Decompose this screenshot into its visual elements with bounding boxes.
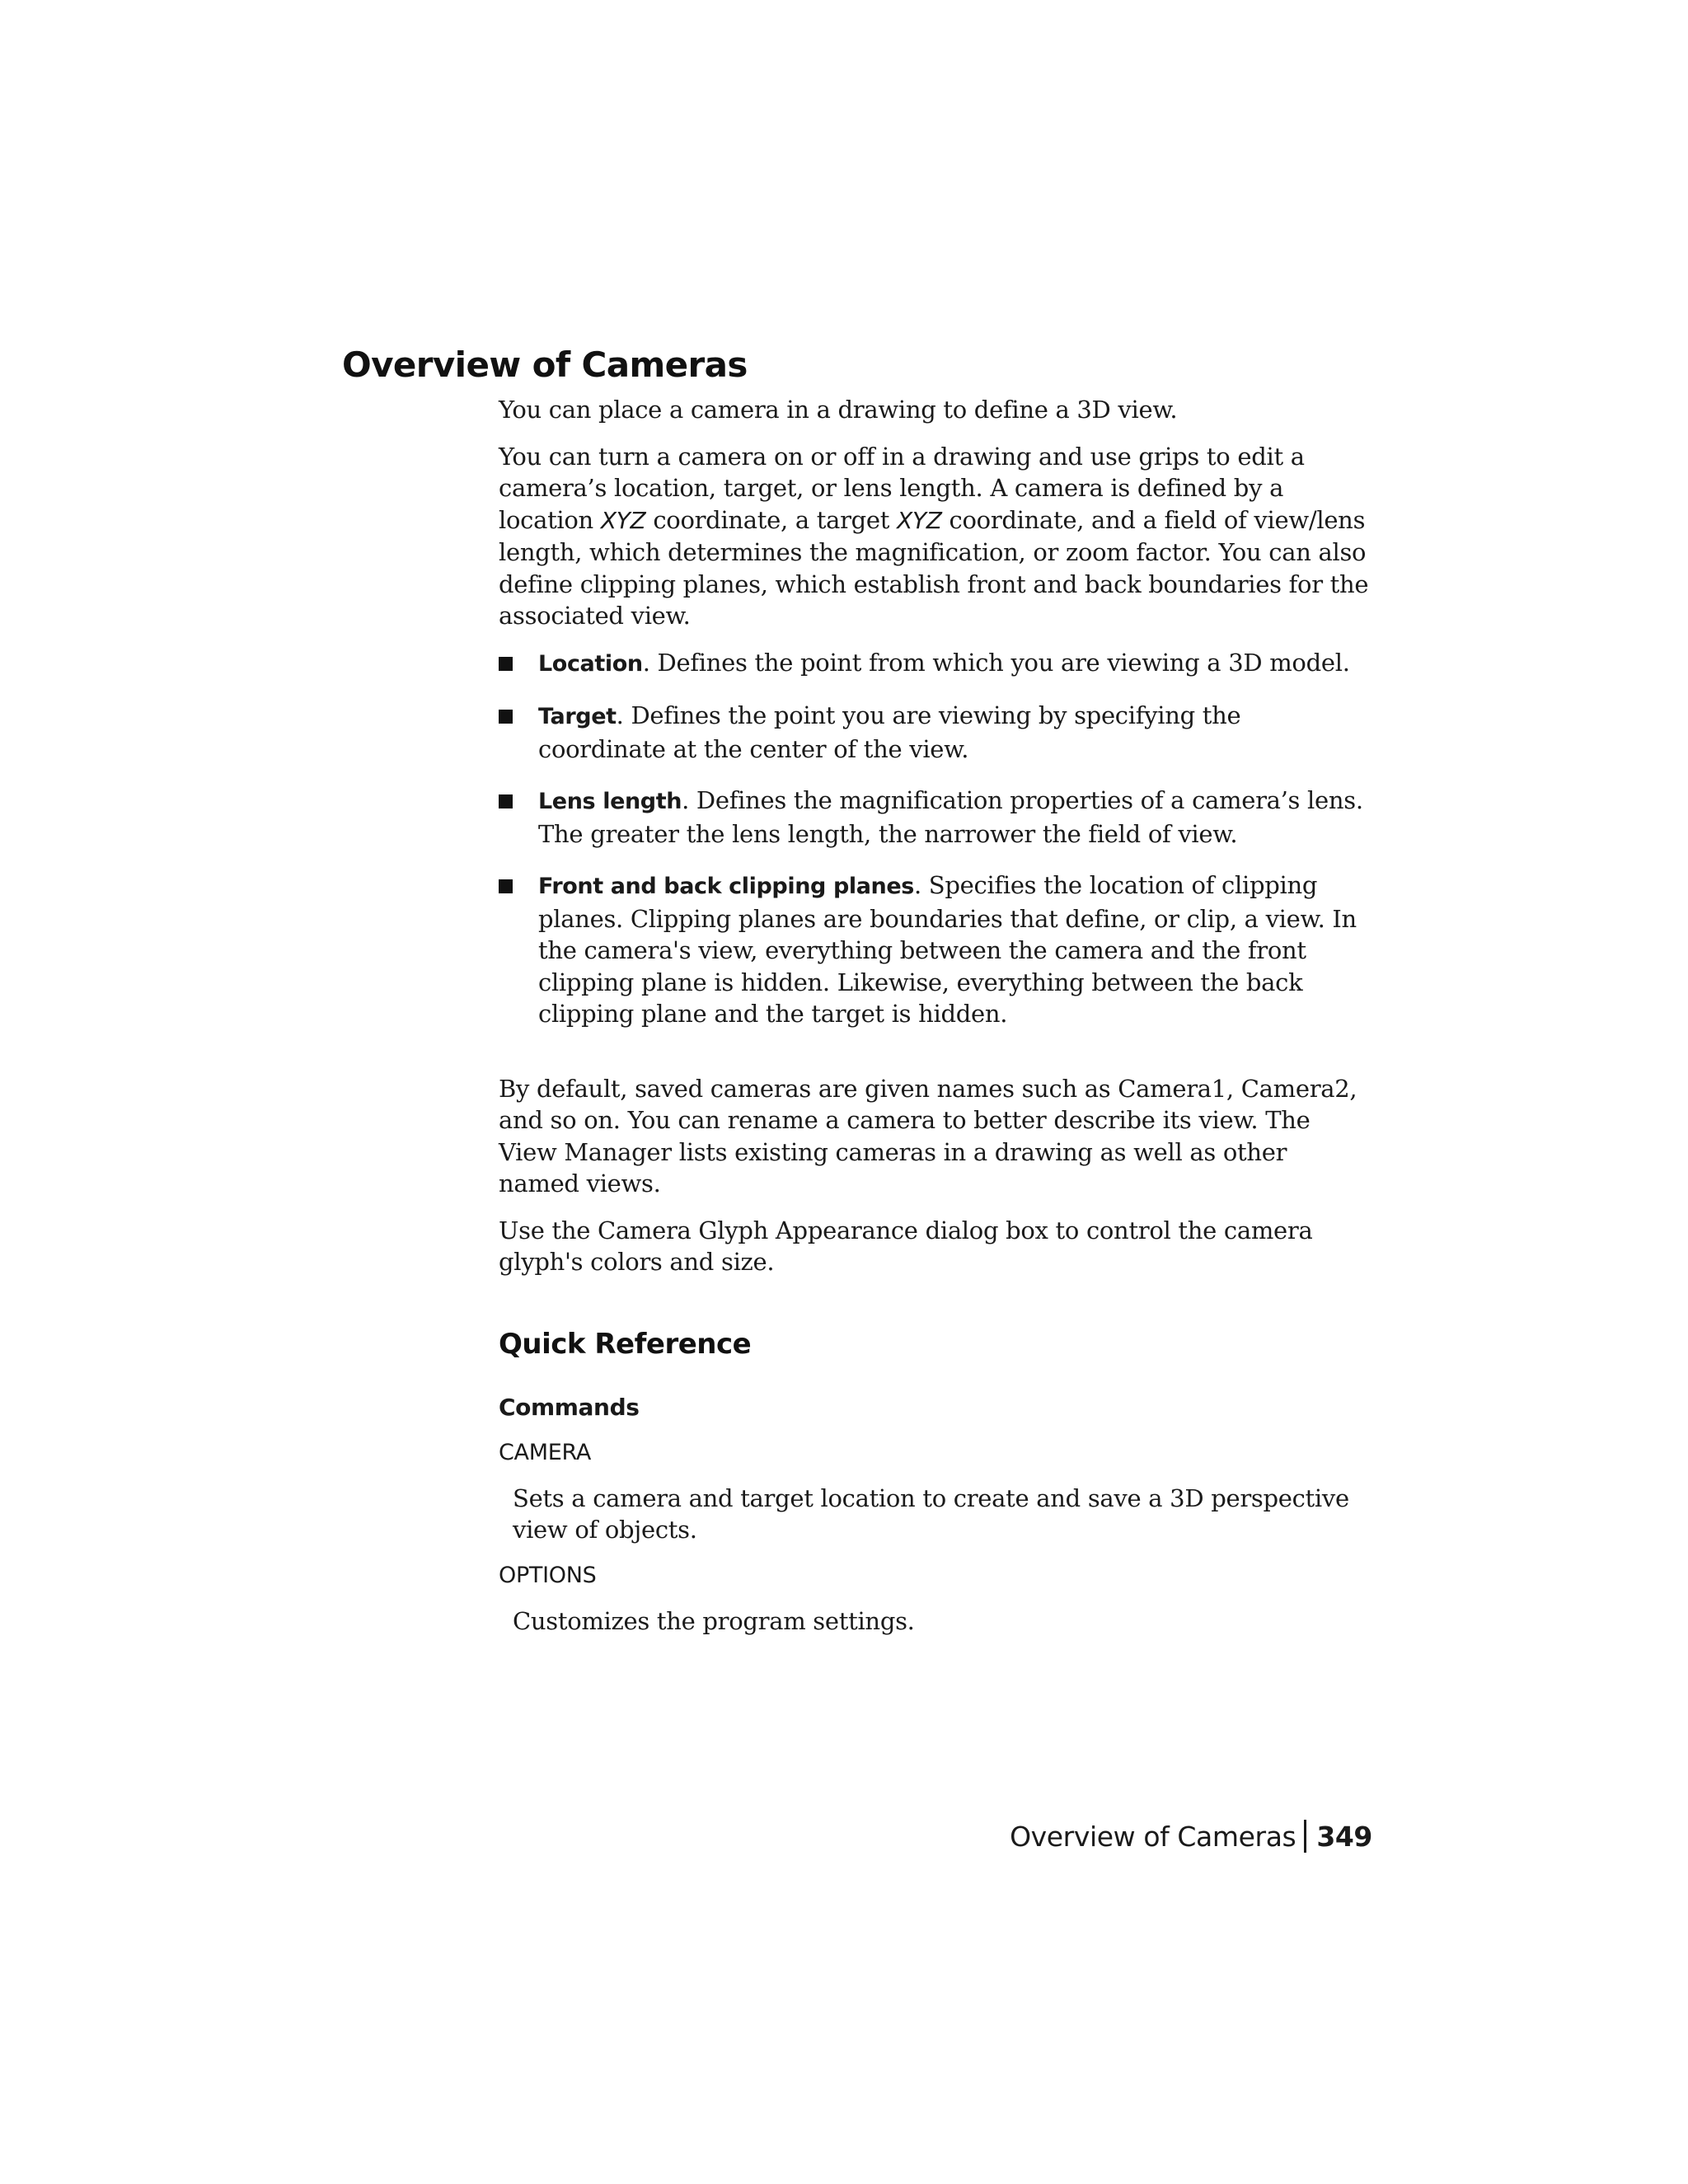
xyz-term: XYZ [600, 506, 646, 534]
list-item-term: Front and back clipping planes [538, 874, 914, 899]
paragraph-text: You can turn a camera on or off in a drawing and use grips to edit a camera’s location, target, or lens length. A camera is defined by a location [499, 442, 1305, 534]
paragraph-text: coordinate, and a field of view/lens length, which determines the magnification, or zoom factor. You can also define clipping planes, which establish front and back boundaries for the associated view. [499, 505, 1369, 630]
list-item [499, 700, 1372, 765]
bullet-square-icon [499, 657, 513, 671]
page-title: Overview of Cameras [342, 344, 748, 385]
glyph-appearance-paragraph: Use the Camera Glyph Appearance dialog box to control the camera glyph's colors and size. [499, 1216, 1313, 1276]
page-number: 349 [1316, 1821, 1372, 1853]
footer-section-label: Overview of Cameras [1010, 1821, 1296, 1853]
list-item [499, 647, 1372, 681]
command-description: Customizes the program settings. [513, 1606, 915, 1635]
command-description: Sets a camera and target location to create and save a 3D perspective view of objects. [513, 1483, 1349, 1544]
quick-reference-heading: Quick Reference [499, 1327, 752, 1361]
list-item-term: Target [538, 704, 617, 729]
default-names-paragraph: By default, saved cameras are given names such as Camera1, Camera2, and so on. You can rename a camera to better describe its view. The View Manager lists existing cameras in a drawing as well as other named views. [499, 1074, 1357, 1197]
footer-divider [1304, 1820, 1306, 1853]
xyz-term: XYZ [897, 506, 942, 534]
paragraph-text: coordinate, a target [645, 505, 898, 534]
bullet-square-icon [499, 879, 513, 893]
page-footer [1010, 1820, 1372, 1853]
list-item-term: Location [538, 650, 643, 677]
command-name: OPTIONS [499, 1562, 597, 1588]
commands-heading: Commands [499, 1393, 640, 1421]
list-item-text: . Defines the magnification properties of a camera’s lens. The greater the lens length, the narrower the field of view. [538, 786, 1363, 848]
camera-description-paragraph [499, 441, 1372, 632]
list-item-term: Lens length [538, 789, 682, 814]
list-item-text: . Defines the point you are viewing by specifying the coordinate at the center of the view. [538, 701, 1241, 763]
bullet-square-icon [499, 794, 513, 808]
bullet-square-icon [499, 710, 513, 724]
list-item-text: . Defines the point from which you are viewing a 3D model. [642, 648, 1350, 677]
camera-properties-list [499, 647, 1372, 1030]
body-content [499, 394, 1372, 1637]
command-name: CAMERA [499, 1439, 592, 1465]
list-item [499, 785, 1372, 850]
intro-paragraph: You can place a camera in a drawing to define a 3D view. [499, 396, 1178, 424]
list-item-text: . Specifies the location of clipping planes. Clipping planes are boundaries that define, or clip, a view. In the camera's view, everything between the camera and the front clipping plane is hidden. Likewise, everything between the back clipping plane and the target is hidden. [538, 871, 1357, 1028]
list-item [499, 869, 1372, 1030]
